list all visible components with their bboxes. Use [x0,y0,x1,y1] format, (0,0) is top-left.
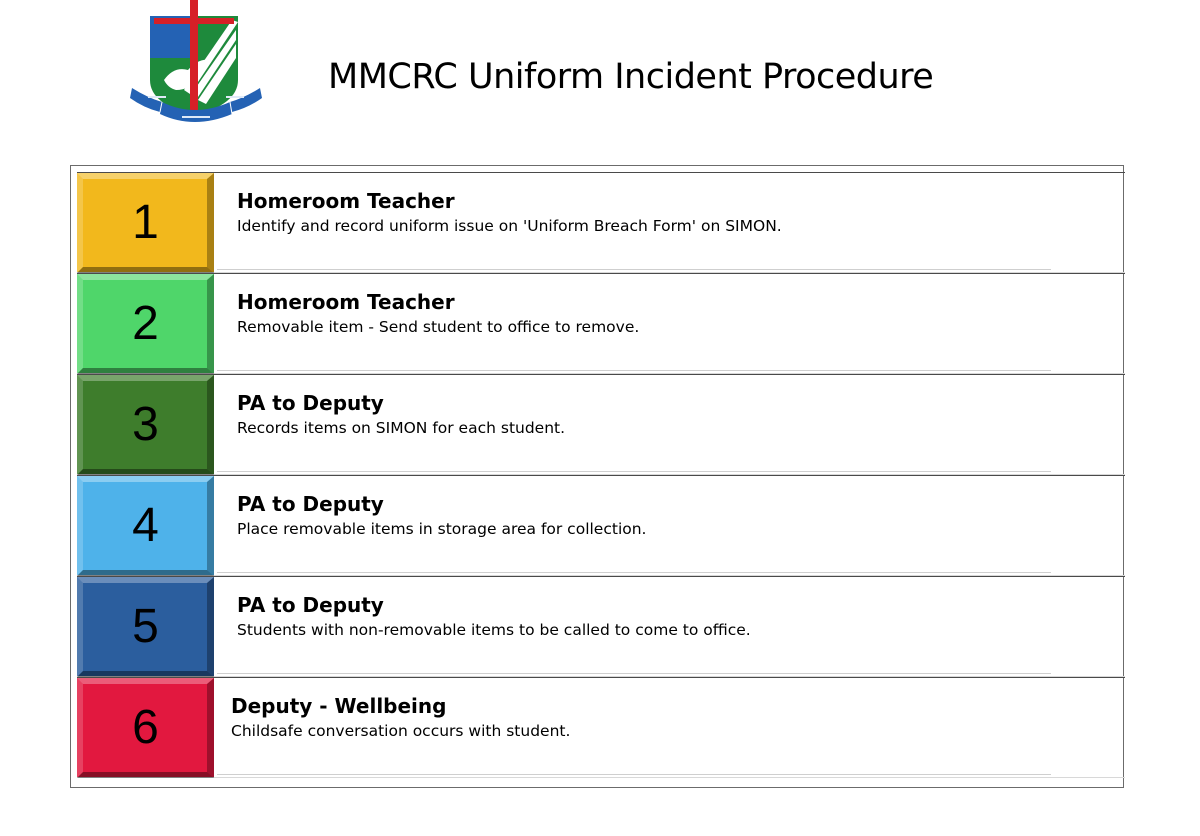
school-crest-icon [128,0,264,132]
step-number-badge [77,476,214,575]
step-description: Removable item - Send student to office to remove. [237,318,640,336]
step-row-1 [77,172,1125,273]
step-number: 3 [132,398,159,451]
row-divider [217,673,1051,674]
step-role: PA to Deputy [237,492,384,516]
step-number-badge [77,678,214,777]
row-divider [217,269,1051,270]
step-description: Students with non-removable items to be called to come to office. [237,621,751,639]
step-row-3 [77,374,1125,475]
step-number-badge [77,375,214,474]
step-number: 4 [132,499,159,552]
row-divider [217,471,1051,472]
procedure-steps-table [70,165,1124,788]
step-role: PA to Deputy [237,593,384,617]
step-role: Deputy - Wellbeing [231,694,447,718]
step-description: Place removable items in storage area for collection. [237,520,647,538]
page-title: MMCRC Uniform Incident Procedure [328,57,934,97]
step-number: 5 [132,600,159,653]
row-divider [217,572,1051,573]
step-number-badge [77,173,214,272]
step-description: Records items on SIMON for each student. [237,419,566,437]
step-row-6 [77,677,1125,778]
step-row-2 [77,273,1125,374]
step-number: 1 [132,196,159,249]
step-number: 2 [132,297,159,350]
step-row-5 [77,576,1125,677]
row-divider [217,774,1051,775]
step-role: PA to Deputy [237,391,384,415]
step-role: Homeroom Teacher [237,290,455,314]
step-role: Homeroom Teacher [237,189,455,213]
step-row-4 [77,475,1125,576]
step-description: Identify and record uniform issue on 'Uniform Breach Form' on SIMON. [237,217,782,235]
step-number: 6 [132,701,159,754]
step-number-badge [77,274,214,373]
step-number-badge [77,577,214,676]
row-divider [217,370,1051,371]
step-description: Childsafe conversation occurs with student. [231,722,571,740]
